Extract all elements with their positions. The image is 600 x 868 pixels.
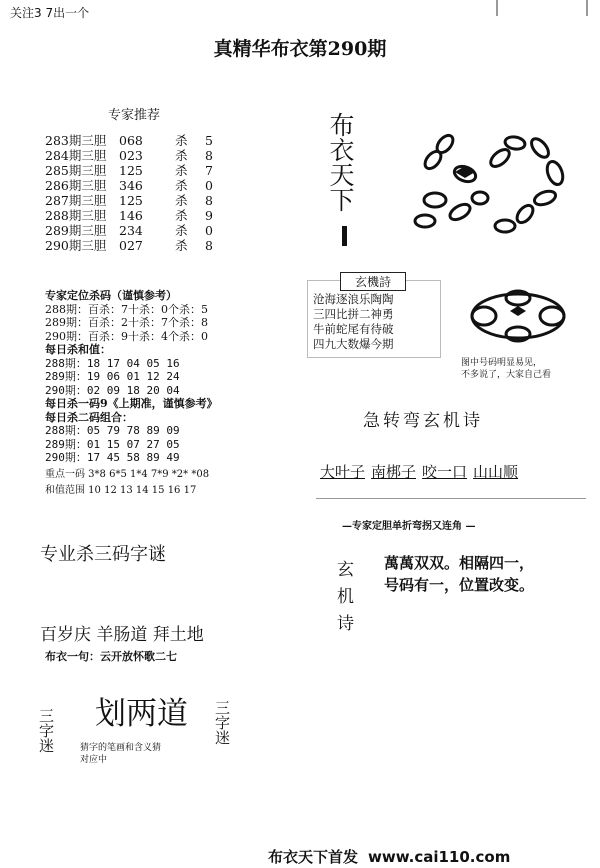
riddle-label-left: 三字迷 (37, 708, 55, 753)
daily-two-title: 每日杀二码组合： (45, 410, 133, 424)
expert-nums: 023 (119, 148, 143, 163)
expert-nums: 125 (119, 193, 143, 208)
expert-kill: 0 (205, 178, 213, 193)
riddle-poem-title: 急转弯玄机诗 (363, 411, 483, 431)
position-kill-row: 289期：百杀：2十杀：7个杀：8 (45, 316, 208, 329)
tick-mark (496, 0, 498, 16)
riddle-word: 划两道 (95, 696, 188, 732)
cursor-bar (342, 226, 347, 246)
expert-title: 专家推荐 (108, 108, 161, 123)
expert-row (45, 223, 213, 238)
key-combo: 重点一码 3*8 6*5 1*4 7*9 *2* *08 (45, 468, 210, 480)
poem-line: 牛前蛇尾有待破 (313, 322, 394, 336)
riddle-note-line: 对应中 (80, 755, 108, 765)
expert-row (45, 208, 213, 223)
riddle-poem-words (320, 461, 524, 482)
expert-row (45, 148, 213, 163)
expert-kill-label: 杀 (175, 193, 188, 208)
expert-nums: 146 (119, 208, 143, 223)
chain-figure (405, 128, 580, 238)
footer-url[interactable]: www.cai110.com (368, 848, 511, 866)
expert-issue: 288期三胆 (45, 208, 107, 223)
daily-sum-row: 288期：18 17 04 05 16 (45, 356, 180, 370)
page-title: 真精华布衣第290期 (213, 38, 387, 60)
sum-range: 和值范围 10 12 13 14 15 16 17 (45, 485, 197, 496)
bar-title: —专家定胆单折弯拐又连角 — (342, 521, 476, 532)
expert-row (45, 163, 213, 178)
xuanji-text (384, 552, 534, 596)
daily-sum-row: 290期：02 09 18 20 04 (45, 383, 180, 397)
riddle-note (80, 742, 161, 766)
daily-sum-row: 289期：19 06 01 12 24 (45, 370, 180, 383)
expert-kill-label: 杀 (175, 238, 188, 253)
xuanji-vertical: 玄机诗 (333, 560, 353, 641)
daily-two-row: 288期：05 79 78 89 09 (45, 424, 180, 437)
expert-kill: 8 (205, 193, 213, 208)
expert-issue: 286期三胆 (45, 178, 107, 193)
expert-issue: 285期三胆 (45, 163, 107, 178)
kill-three-title: 专业杀三码字谜 (40, 544, 166, 565)
top-note: 关注3 7出一个 (10, 6, 90, 20)
poem-note (461, 357, 551, 381)
expert-kill-label: 杀 (175, 133, 188, 148)
riddle-poem-word: 南梆子 (371, 463, 417, 481)
expert-kill-label: 杀 (175, 163, 188, 178)
expert-issue: 284期三胆 (45, 148, 107, 163)
expert-row (45, 178, 213, 193)
expert-kill: 7 (205, 163, 213, 178)
footer-text: 布衣天下首发 (268, 848, 359, 866)
expert-list (45, 133, 213, 253)
expert-kill-label: 杀 (175, 148, 188, 163)
poem-line: 沧海逐浪乐陶陶 (313, 292, 394, 306)
expert-kill: 8 (205, 148, 213, 163)
expert-kill-label: 杀 (175, 178, 188, 193)
expert-issue: 283期三胆 (45, 133, 107, 148)
divider (316, 498, 586, 499)
expert-kill: 0 (205, 223, 213, 238)
poem-line: 三四比拼二神勇 (313, 307, 394, 321)
expert-row (45, 238, 213, 253)
daily-sum-title: 每日杀和值： (45, 343, 111, 356)
buyi-vertical-title: 布衣天下 (326, 112, 355, 212)
riddle-poem-word: 山山顺 (473, 463, 519, 481)
poem-note-line: 不多说了，大家自己看 (461, 370, 552, 380)
daily-one-title: 每日杀一码9《上期准，谨慎参考》 (45, 397, 218, 410)
poem-line: 四九大数爆今期 (313, 337, 394, 351)
expert-kill: 9 (205, 208, 213, 223)
riddle-line: 百岁庆 羊肠道 拜土地 (40, 625, 204, 645)
expert-issue: 287期三胆 (45, 193, 107, 208)
expert-nums: 068 (119, 133, 143, 148)
expert-row (45, 193, 213, 208)
position-kill-section (45, 289, 218, 498)
daily-two-row: 290期：17 45 58 89 49 (45, 451, 180, 464)
xuanji-line: 萬萬双双。相隔四一， (384, 554, 535, 572)
expert-nums: 125 (119, 163, 143, 178)
poem-title: 玄機詩 (340, 272, 406, 291)
expert-nums: 027 (119, 238, 143, 253)
riddle-label-right: 三字迷 (213, 700, 231, 745)
expert-issue: 289期三胆 (45, 223, 107, 238)
tick-mark (586, 0, 588, 16)
expert-kill-label: 杀 (175, 223, 188, 238)
expert-kill-label: 杀 (175, 208, 188, 223)
footer (268, 846, 510, 867)
expert-issue: 290期三胆 (45, 238, 107, 253)
position-kill-title: 专家定位杀码（谨慎参考） (45, 289, 177, 302)
expert-row (45, 133, 213, 148)
riddle-note-line: 猜字的笔画和含义猜 (80, 743, 162, 753)
expert-nums: 346 (119, 178, 143, 193)
expert-kill: 5 (205, 133, 213, 148)
daily-two-row: 289期：01 15 07 27 05 (45, 437, 180, 451)
expert-nums: 234 (119, 223, 143, 238)
xuanji-line: 号码有一，位置改变。 (384, 576, 535, 594)
position-kill-row: 288期：百杀：7十杀：0个杀：5 (45, 302, 208, 316)
coin-ring-figure (462, 286, 574, 354)
poem-note-line: 图中号码明显易见， (461, 358, 543, 368)
buyi-saying: 布衣一句：云开放怀歌二七 (45, 650, 177, 663)
position-kill-row: 290期：百杀：9十杀：4个杀：0 (45, 329, 208, 343)
expert-kill: 8 (205, 238, 213, 253)
riddle-poem-word: 咬一口 (422, 463, 468, 481)
riddle-poem-word: 大叶子 (320, 463, 366, 481)
poem-lines (313, 292, 394, 352)
